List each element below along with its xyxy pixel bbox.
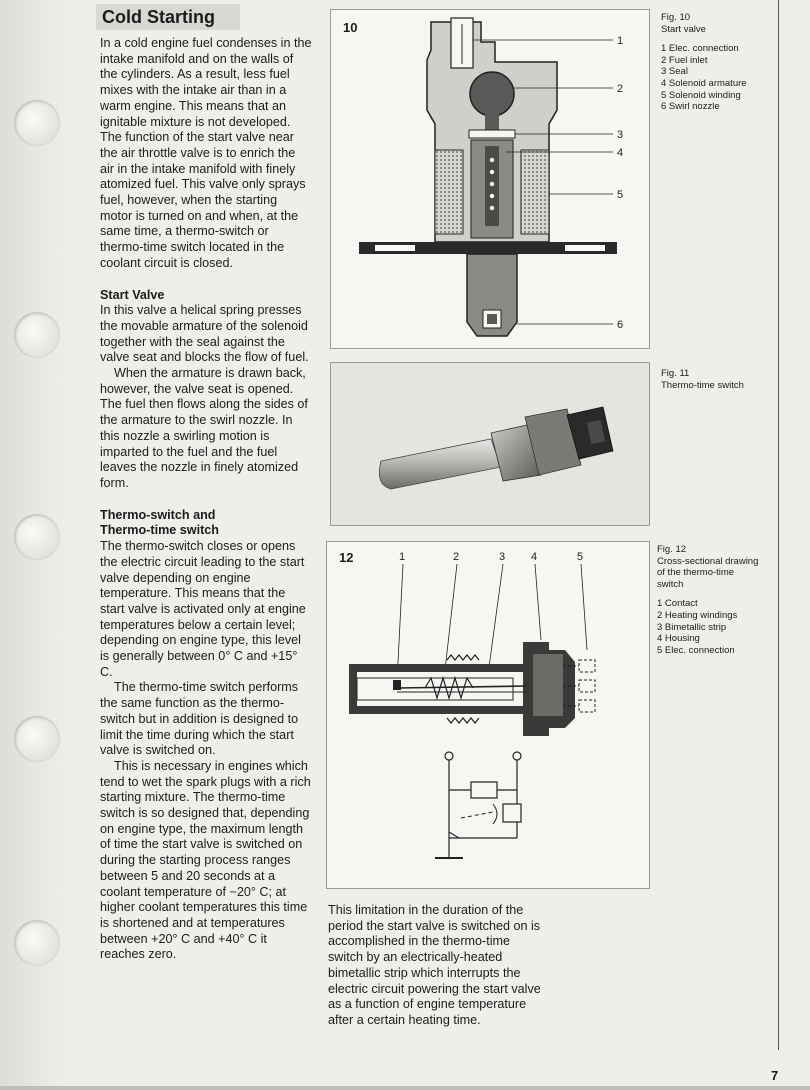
thermo-paragraph-1: The thermo-switch closes or opens the electric circuit leading to the start valve depending on engine temperature. This means that the start valve is activated only at engine temperatures below a certain level; depending on engine type, this level is generally between 0° C and +15° C. (100, 539, 306, 679)
fig12-callout-5: 5 (577, 551, 584, 563)
start-valve-heading: Start Valve (100, 287, 165, 302)
fig11-caption (661, 368, 791, 391)
fig12-callout-1: 1 (399, 551, 406, 563)
fig10-callout-4: 4 (617, 147, 624, 159)
binder-hole (14, 100, 60, 146)
title-bar (96, 4, 240, 30)
fig10-callout-6: 6 (617, 319, 624, 331)
fig10-legend-item: 6 Swirl nozzle (661, 101, 720, 113)
binder-hole (14, 514, 60, 560)
thermo-heading-line-1: Thermo-switch and (100, 507, 216, 522)
intro-paragraph: In a cold engine fuel condenses in the intake manifold and on the walls of the cylinders. As a result, less fuel mixes with the intake air than in a warm engine. This means that an ignitable mixture is not developed. The function of the start valve near the air throttle valve is to enrich the air in the intake manifold with finely atomized fuel. This valve only sprays fuel, however, when the starting motor is turned on and when, at the same time, a thermo-switch or thermo-time switch located in the coolant circuit is closed. (100, 36, 312, 270)
bottom-paragraph-block (328, 903, 548, 1029)
fig10-legend-item: 1 Elec. connection (661, 43, 739, 55)
fig12-callout-2: 2 (453, 551, 460, 563)
binder-hole (14, 716, 60, 762)
fig12-legend-item: 1 Contact (657, 598, 698, 610)
fig11-thermo-time-switch-photo (330, 362, 650, 526)
fig10-legend-item: 4 Solenoid armature (661, 77, 747, 89)
left-column (100, 36, 312, 963)
fig10-caption-title: Fig. 10 (661, 12, 691, 23)
fig10-callout-2: 2 (617, 83, 624, 95)
fig11-caption-subtitle: Thermo-time switch (661, 379, 744, 391)
binder-hole (14, 920, 60, 966)
fig12-legend-item: 2 Heating windings (657, 609, 738, 621)
page-bottom-edge (0, 1086, 810, 1090)
start-valve-diagram (331, 10, 649, 348)
thermo-paragraph-3: This is necessary in engines which tend to wet the spark plugs with a rich starting mixture. The thermo-time switch is so designed that, depending on engine type, the maximum length of time the start valve is switched on during the starting process ranges between 5 and 20 seconds at a coolant temperature of −20° C; at higher coolant temperatures this time is shortened and at temperatures between +20° C and +40° C it reaches zero. (100, 758, 311, 962)
fig12-callout-4: 4 (531, 551, 538, 563)
thermo-heading-line-2: Thermo-time switch (100, 523, 219, 538)
fig10-start-valve-drawing (330, 9, 650, 349)
fig10-callout-5: 5 (617, 189, 624, 201)
fig10-legend-item: 2 Fuel inlet (661, 54, 708, 66)
fig10-caption-subtitle: Start valve (661, 23, 706, 35)
bottom-paragraph: This limitation in the duration of the period the start valve is switched on is accomplished in the thermo-time switch by an electrically-heated bimetallic strip which interrupts the electric circuit powering the start valve as a function of engine temperature after a certain heating time. (328, 903, 541, 1027)
fig12-cross-section-drawing (326, 541, 650, 889)
fig10-callout-3: 3 (617, 129, 624, 141)
fig12-legend-item: 5 Elec. connection (657, 644, 735, 656)
fig12-caption (657, 544, 787, 656)
fig10-legend-item: 3 Seal (661, 66, 688, 78)
fig12-number: 12 (339, 550, 354, 565)
binder-hole (14, 312, 60, 358)
start-valve-paragraph-2: When the armature is drawn back, however, the valve seat is opened. The fuel then flows along the sides of the armature to the swirl nozzle. In this nozzle a swirling motion is imparted to the fuel and the fuel leaves the nozzle in finely atomized form. (100, 366, 308, 490)
thermo-paragraph-2: The thermo-time switch performs the same function as the thermo-switch but in addition is designed to limit the time during which the start valve is switched on. (100, 680, 299, 758)
thermo-time-switch-illustration (331, 363, 649, 525)
fig12-caption-subtitle-2: of the thermo-time (657, 567, 735, 579)
fig12-caption-title: Fig. 12 (657, 544, 687, 555)
fig12-legend-item: 3 Bimetallic strip (657, 621, 727, 633)
fig10-callout-1: 1 (617, 35, 624, 47)
fig10-legend-item: 5 Solenoid winding (661, 89, 741, 101)
fig12-callout-3: 3 (499, 551, 506, 563)
fig10-caption (661, 12, 791, 113)
fig10-number: 10 (343, 20, 358, 35)
thermo-time-switch-diagram (327, 542, 649, 888)
start-valve-paragraph-1: In this valve a helical spring presses the movable armature of the solenoid together with the seal against the valve seat and blocks the flow of fuel. (100, 303, 309, 365)
page-number: 7 (771, 1068, 779, 1083)
fig11-caption-title: Fig. 11 (661, 368, 690, 379)
fig12-caption-subtitle-1: Cross-sectional drawing (657, 555, 759, 567)
page-title: Cold Starting (102, 7, 215, 27)
vertical-rule (778, 0, 779, 1050)
fig12-caption-subtitle-3: switch (657, 578, 684, 590)
fig12-legend-item: 4 Housing (657, 633, 700, 645)
